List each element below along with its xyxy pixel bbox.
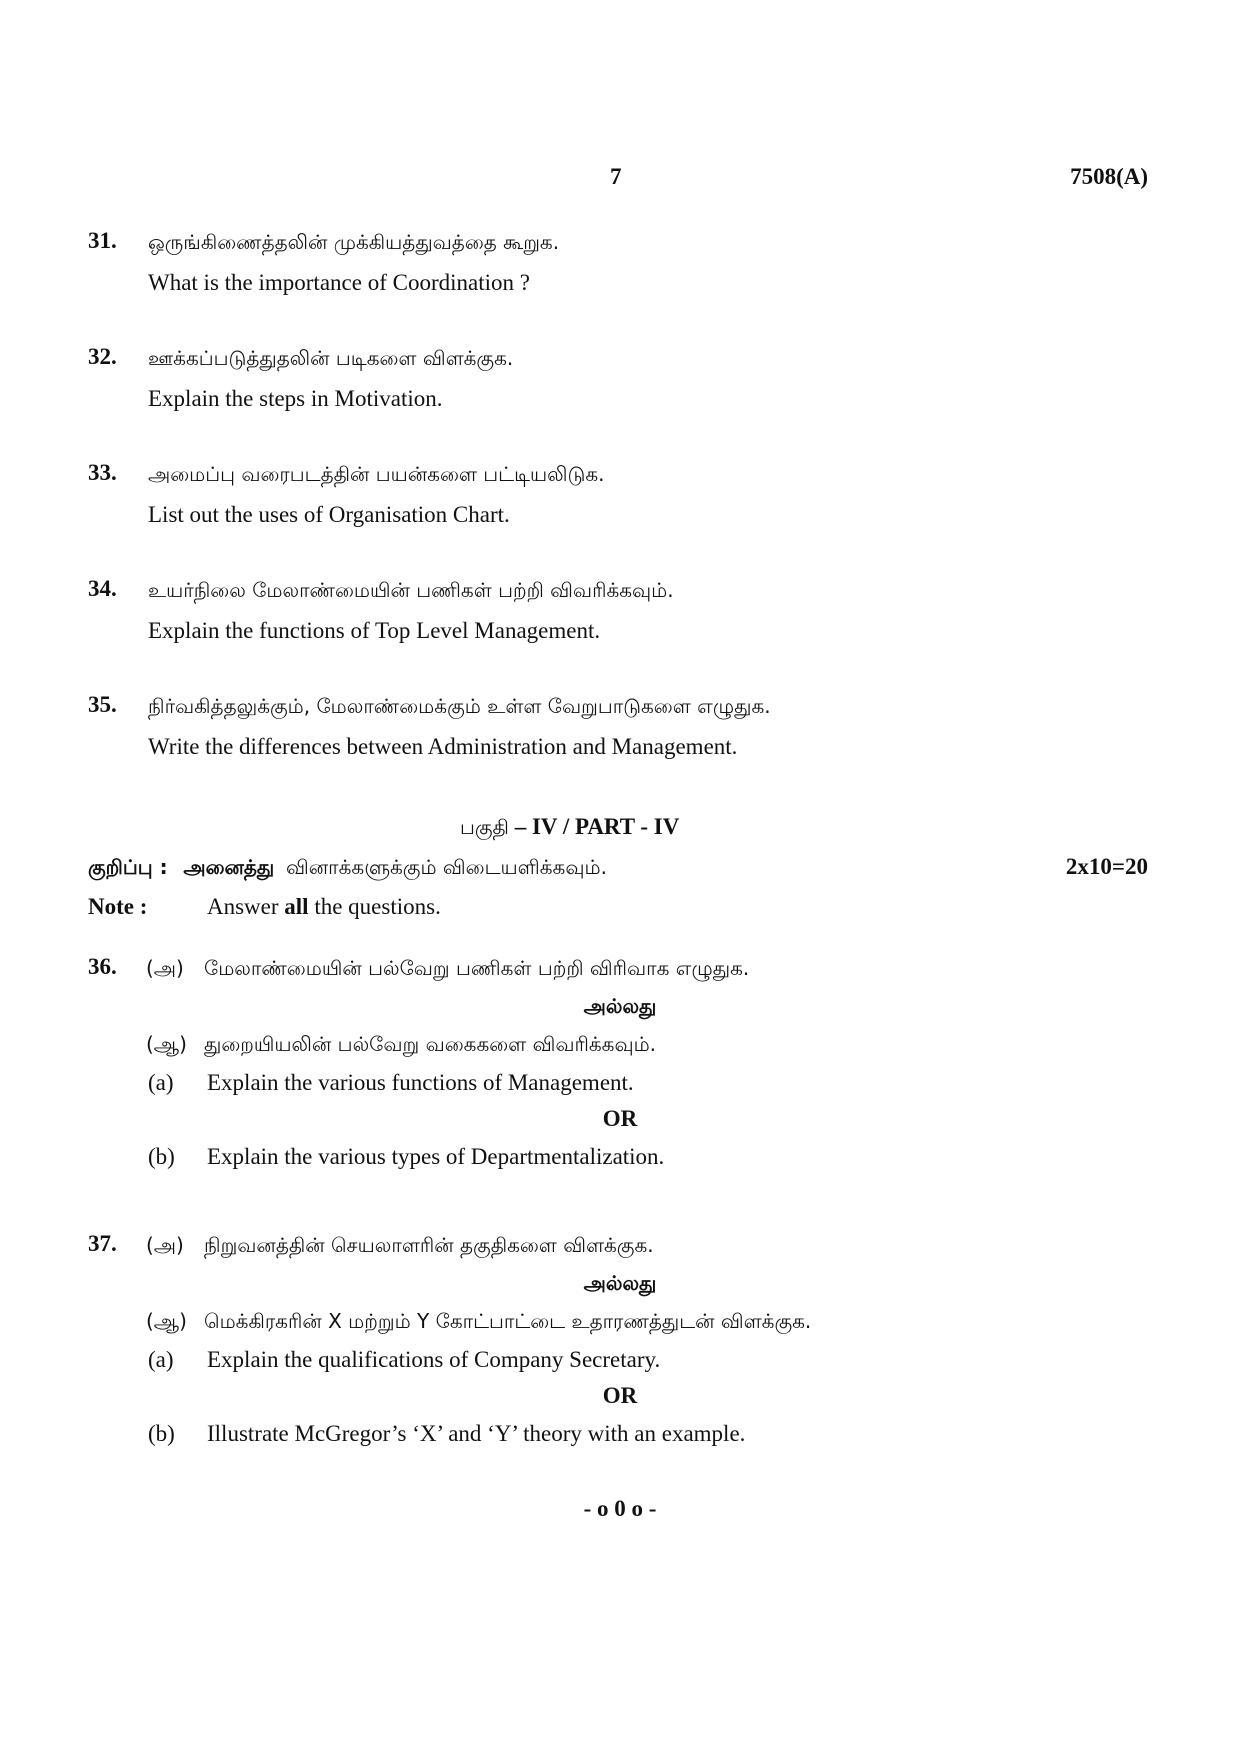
or-tamil: அல்லது	[583, 994, 657, 1018]
question-number: 31.	[88, 228, 117, 253]
note-tamil-bold: அனைத்து	[183, 855, 275, 879]
option-b-english: Explain the various types of Departmentalization.	[207, 1144, 665, 1169]
page-number: 7	[610, 164, 622, 189]
end-mark: - o 0 o -	[583, 1496, 657, 1521]
option-b-tamil: துறையியலின் பல்வேறு வகைகளை விவரிக்கவும்.	[204, 1032, 657, 1056]
note-post: the questions.	[314, 894, 441, 919]
or-english: OR	[602, 1383, 638, 1408]
question-tamil: நிர்வகித்தலுக்கும், மேலாண்மைக்கும் உள்ள வேறுபாடுகளை எழுதுக.	[148, 694, 771, 718]
paper-code: 7508(A)	[1070, 164, 1148, 189]
option-b-marker-tamil: (ஆ)	[146, 1309, 187, 1333]
option-b-tamil: மெக்கிரகரின் X மற்றும் Y கோட்பாட்டை உதாரணத்துடன் விளக்குக.	[204, 1309, 812, 1333]
option-a-marker-tamil: (அ)	[146, 956, 184, 980]
note-tamil-label: குறிப்பு :	[88, 855, 168, 879]
option-a-marker: (a)	[148, 1070, 174, 1095]
question-english: Explain the steps in Motivation.	[148, 386, 443, 411]
part-heading-tamil: பகுதி	[460, 815, 509, 839]
question-number: 32.	[88, 344, 117, 369]
note-tamil	[88, 854, 607, 882]
question-number: 34.	[88, 576, 117, 601]
part-heading	[460, 814, 679, 842]
part-heading-english: – IV / PART - IV	[508, 814, 680, 839]
question-tamil: உயர்நிலை மேலாண்மையின் பணிகள் பற்றி விவரிக்கவும்.	[148, 578, 674, 602]
note-tamil-text: வினாக்களுக்கும் விடையளிக்கவும்.	[286, 855, 607, 879]
option-a-marker-tamil: (அ)	[146, 1233, 184, 1257]
question-english: Write the differences between Administration and Management.	[148, 734, 738, 759]
option-b-marker-tamil: (ஆ)	[146, 1032, 187, 1056]
or-tamil: அல்லது	[583, 1271, 657, 1295]
question-number: 36.	[88, 954, 117, 979]
note-pre: Answer	[207, 894, 279, 919]
option-b-marker: (b)	[148, 1421, 175, 1446]
option-a-english: Explain the qualifications of Company Secretary.	[207, 1347, 661, 1372]
option-a-marker: (a)	[148, 1347, 174, 1372]
option-a-tamil: நிறுவனத்தின் செயலாளரின் தகுதிகளை விளக்குக.	[204, 1233, 654, 1257]
question-number: 37.	[88, 1231, 117, 1256]
question-english: List out the uses of Organisation Chart.	[148, 502, 510, 527]
question-number: 33.	[88, 460, 117, 485]
question-english: What is the importance of Coordination ?	[148, 270, 530, 295]
option-a-tamil: மேலாண்மையின் பல்வேறு பணிகள் பற்றி விரிவாக எழுதுக.	[204, 956, 750, 980]
option-b-marker: (b)	[148, 1144, 175, 1169]
question-tamil: ஊக்கப்படுத்துதலின் படிகளை விளக்குக.	[148, 346, 514, 370]
question-number: 35.	[88, 692, 117, 717]
or-english: OR	[602, 1106, 638, 1131]
note-label: Note :	[88, 894, 148, 919]
question-tamil: ஒருங்கிணைத்தலின் முக்கியத்துவத்தை கூறுக.	[148, 230, 560, 254]
note-bold: all	[284, 894, 309, 919]
note-english	[207, 894, 441, 920]
question-english: Explain the functions of Top Level Management.	[148, 618, 601, 643]
option-a-english: Explain the various functions of Management.	[207, 1070, 634, 1095]
marks: 2x10=20	[1065, 854, 1148, 879]
question-tamil: அமைப்பு வரைபடத்தின் பயன்களை பட்டியலிடுக.	[148, 462, 605, 486]
option-b-english: Illustrate McGregor’s ‘X’ and ‘Y’ theory with an example.	[207, 1421, 746, 1446]
